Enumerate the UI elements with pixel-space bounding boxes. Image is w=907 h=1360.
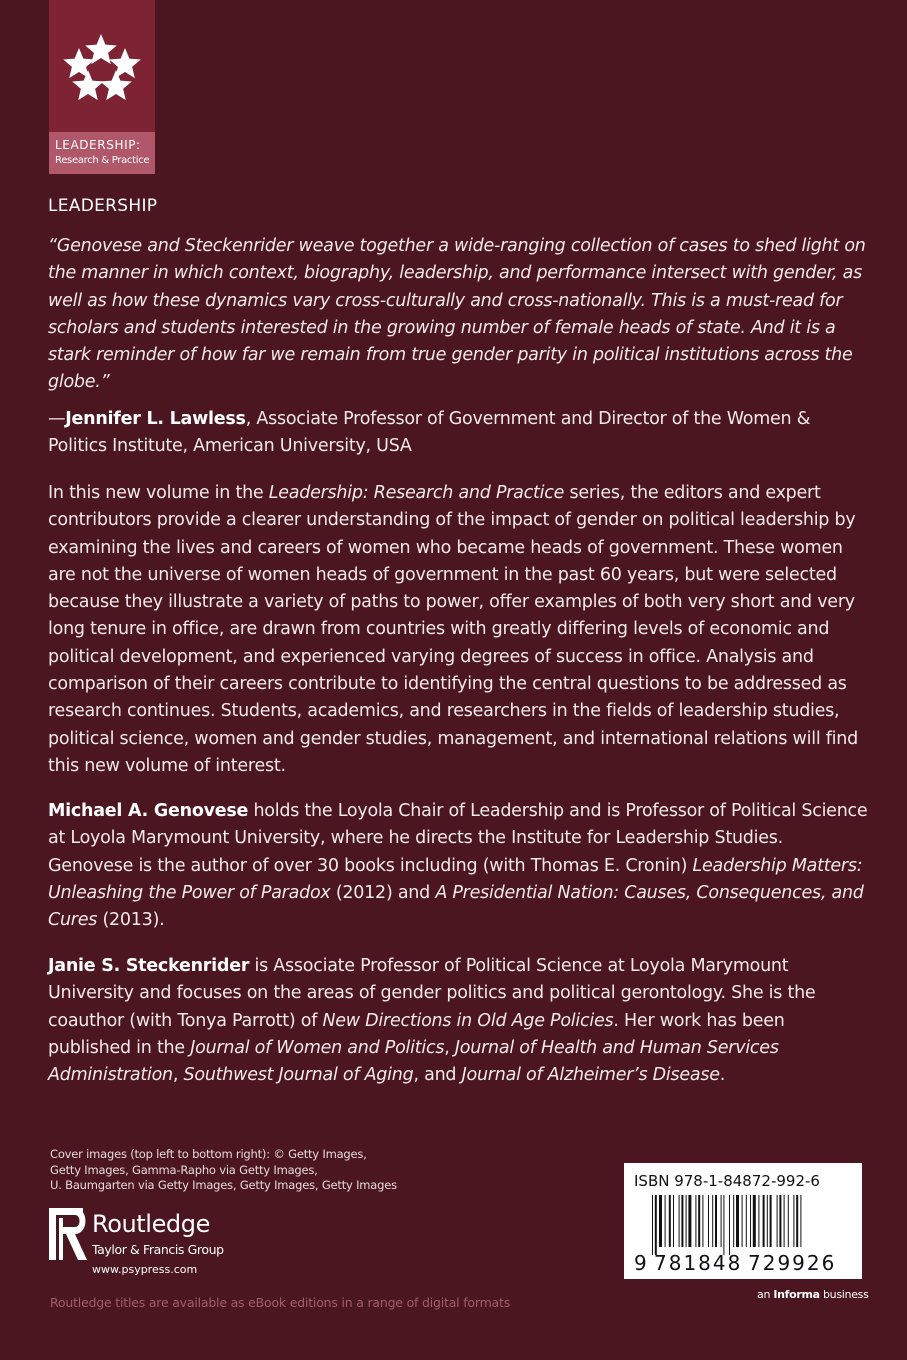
bio2-text1: is Associate Professor of Political Science at Loyola Marymount University and focuses on the areas of gender politics and political gerontology. She is the coauthor (with Tonya Parrott) of: [48, 956, 816, 1031]
quote-affiliation: , Associate Professor of Government and Director of the Women & Politics Institute, American University, USA: [48, 409, 811, 457]
barcode-bar: [659, 1195, 662, 1247]
bio1-book2: A Presidential Nation: Causes, Consequences, and Cures: [48, 882, 864, 931]
bio2-book1: New Directions in Old Age Policies: [322, 1010, 614, 1031]
barcode-bar: [742, 1195, 743, 1247]
barcode-bar: [679, 1195, 680, 1247]
quote-author: Jennifer L. Lawless: [65, 409, 246, 429]
publisher-url: www.psypress.com: [92, 1263, 198, 1276]
series-logo-line1: LEADERSHIP:: [55, 138, 141, 152]
informa-prefix: an: [757, 1288, 774, 1301]
barcode-digits-right: 729926: [748, 1251, 837, 1275]
series-heading: LEADERSHIP: [48, 196, 158, 216]
barcode-bar: [673, 1195, 674, 1247]
book-description: [48, 480, 868, 780]
barcode-bar: [721, 1195, 722, 1247]
informa-brand: Informa: [773, 1288, 820, 1301]
bio1-text3: (2013).: [97, 910, 165, 931]
credits-line1: Cover images (top left to bottom right): © Getty Images,: [50, 1147, 367, 1161]
bio2-name: Janie S. Steckenrider: [48, 956, 250, 976]
description-part2: series, the editors and expert contributors provide a clearer understanding of the impact of gender on political leadership by examining the lives and careers of women who became heads of government. These women are not the universe of women heads of government in the past 60 years, but were selected because they illustrate a variety of paths to power, offer examples of both very short and very long tenure in office, are drawn from countries with greatly differing levels of economic and political development, and experienced varying degrees of success in office. Analysis and comparison of their careers contribute to identifying the central questions to be addressed as research continues. Students, academics, and researchers in the fields of leadership studies, political science, women and gender studies, management, and international relations will find this new volume of interest.: [48, 483, 858, 776]
credits-line2: Getty Images, Gamma-Rapho via Getty Images,: [50, 1162, 318, 1177]
barcode-bar: [665, 1195, 666, 1247]
barcode-bar: [784, 1195, 785, 1247]
barcode-bar: [763, 1195, 765, 1247]
barcode-bar: [753, 1195, 756, 1247]
quote-text: “Genovese and Steckenrider weave together a wide-ranging collection of cases to shed light on the manner in which context, biography, leadership, and performance intersect with gender, as well as how these dynamics vary cross-culturally and cross-nationally. This is a must-read for scholars and students interested in the growing number of female heads of state. And it is a stark reminder of how far we remain from true gender parity in political institutions across the globe.”: [48, 236, 866, 393]
bio2-journal2: Journal of Health and Human Services Administration: [48, 1037, 779, 1086]
barcode-bar: [777, 1195, 778, 1247]
bio2-sep1: ,: [444, 1037, 455, 1058]
barcode-bar: [779, 1195, 781, 1247]
informa-tagline: [757, 1288, 869, 1301]
author-bio-genovese: [48, 798, 868, 934]
barcode-bar: [712, 1195, 713, 1247]
bio1-text1: holds the Loyola Chair of Leadership and is Professor of Political Science at Loyola Marymount University, where he directs the Institute for Leadership Studies. Genovese is the author of over 30 books including (with Thomas E. Cronin): [48, 801, 868, 876]
barcode-bar: [793, 1195, 794, 1247]
series-title: Leadership: Research and Practice: [268, 483, 565, 503]
barcode-bar: [669, 1195, 671, 1247]
barcode-bar: [695, 1195, 696, 1247]
barcode-bar: [698, 1195, 700, 1247]
barcode-graphic: [624, 1163, 862, 1279]
bio2-text2: . Her work has been published in the: [48, 1010, 785, 1058]
star-bottom-right: [100, 70, 132, 100]
barcode-bar: [770, 1195, 772, 1247]
cover-image-credits: [50, 1147, 397, 1194]
bio2-journal3: Southwest Journal of Aging: [183, 1065, 414, 1086]
quote-attribution: [48, 406, 868, 461]
quote-dash: —: [48, 409, 66, 429]
barcode-bar: [702, 1195, 703, 1247]
barcode-bar: [686, 1195, 687, 1247]
barcode-bar: [729, 1195, 730, 1255]
bio1-book1: Leadership Matters: Unleashing the Power of Paradox: [48, 855, 863, 903]
barcode-bar: [723, 1195, 724, 1255]
barcode-bar: [688, 1195, 691, 1247]
star-right: [109, 48, 141, 78]
publisher-group: Taylor & Francis Group: [92, 1242, 224, 1257]
bio2-end: .: [719, 1065, 726, 1086]
ebook-note: Routledge titles are available as eBook editions in a range of digital formats: [50, 1295, 511, 1310]
star-left: [63, 48, 95, 78]
barcode-bar: [652, 1195, 653, 1255]
description-part1: In this new volume in the: [48, 483, 269, 503]
credits-line3: U. Baumgarten via Getty Images, Getty Images, Getty Images: [50, 1178, 397, 1192]
bio1-name: Michael A. Genovese: [48, 801, 249, 821]
endorsement-quote: [48, 233, 868, 397]
series-logo: [49, 0, 155, 174]
barcode-bar: [733, 1195, 734, 1247]
barcode-bar: [758, 1195, 759, 1247]
bio2-sep2: ,: [172, 1065, 184, 1086]
barcode-bar: [796, 1195, 798, 1247]
series-logo-band: [49, 132, 155, 174]
barcode-bar: [788, 1195, 789, 1247]
bio2-journal4: Journal of Alzheimer’s Disease: [461, 1065, 720, 1086]
bio2-journal1: Journal of Women and Politics: [190, 1037, 445, 1058]
barcode-bar: [746, 1195, 747, 1247]
barcode-digits-left: 781848: [654, 1251, 743, 1275]
bio2-sep3: , and: [413, 1065, 462, 1086]
stars-cluster-icon: [49, 0, 155, 132]
barcode-bar: [681, 1195, 683, 1247]
star-bottom-left: [72, 70, 104, 100]
barcode-bar: [708, 1195, 709, 1247]
bio1-text2: (2012) and: [330, 882, 436, 903]
isbn-barcode: [624, 1163, 862, 1279]
publisher-name: Routledge: [92, 1210, 210, 1238]
series-logo-line2: Research & Practice: [55, 155, 150, 166]
isbn-label: ISBN 978-1-84872-992-6: [634, 1172, 820, 1190]
barcode-digit-first: 9: [634, 1251, 647, 1275]
barcode-bar: [750, 1195, 751, 1247]
barcode-bar: [736, 1195, 739, 1247]
informa-suffix: business: [819, 1288, 869, 1301]
barcode-bar: [767, 1195, 768, 1247]
barcode-bar: [655, 1195, 657, 1255]
author-bio-steckenrider: [48, 953, 868, 1089]
barcode-bars: [652, 1195, 801, 1255]
barcode-bar: [715, 1195, 717, 1247]
barcode-bar: [800, 1195, 801, 1247]
